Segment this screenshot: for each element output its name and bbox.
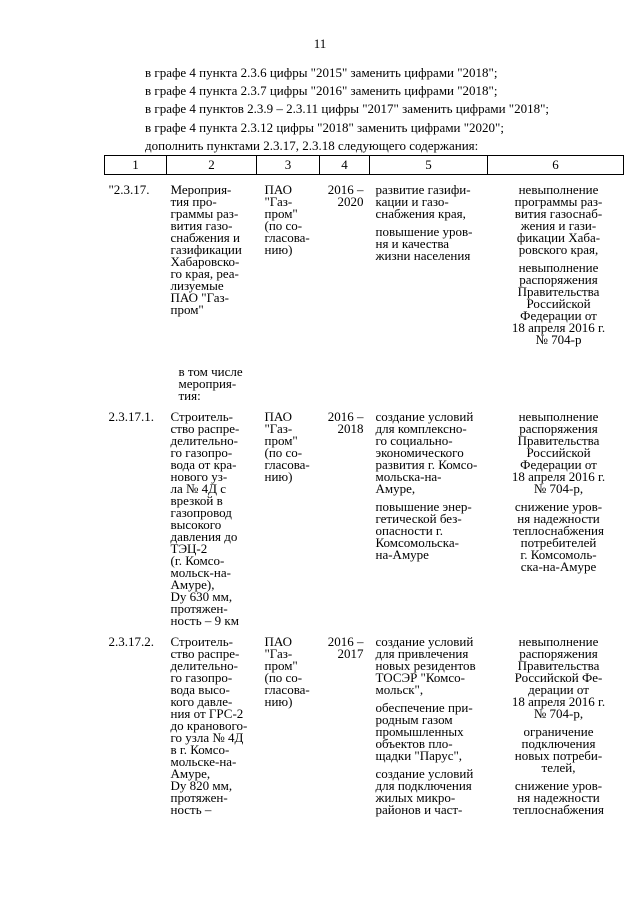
column-header: 3 (257, 156, 320, 175)
item-executor: ПАО "Газ- пром" (по со- гласова- нию) (264, 182, 310, 257)
item-period: 2016 – 2017 (327, 634, 364, 661)
item-consequence: невыполнение программы раз- вития газоснаб- жения и гази- фикации Хаба- ровского края, (514, 182, 603, 257)
intro-line: в графе 4 пункта 2.3.6 цифры "2015" заменить цифрами "2018"; (145, 65, 498, 80)
item-executor: ПАО "Газ- пром" (по со- гласова- нию) (264, 634, 310, 709)
item-name: Мероприя- тия про- граммы раз- вития газо- снабжения и газификации Хабаровско- го края, реа- лизуемые ПАО "Газ- пром" (170, 182, 242, 317)
item-consequence: невыполнение распоряжения Правительства Российской Федерации от 18 апреля 2016 г. № 704-р (511, 260, 606, 347)
item-name: Строитель- ство распре- делительно- го газопро- вода высо- кого давле- ния от ГРС-2 до кранового- го узла № 4Д в г. Комсо- мольске-на- Амуре, Dу 820 мм, протяжен- ность – (170, 634, 248, 817)
table-row (105, 411, 624, 627)
intro-line: дополнить пунктами 2.3.17, 2.3.18 следующего содержания: (145, 137, 479, 153)
table-row (105, 636, 624, 822)
item-consequence: невыполнение распоряжения Правительства Российской Федерации от 18 апреля 2016 г. № 704-р, (511, 409, 606, 496)
item-consequence: ограничение подключения новых потреби- телей, (514, 724, 603, 775)
item-result: развитие газифи- кации и газо- снабжения края, (375, 182, 471, 221)
column-header: 4 (320, 156, 370, 175)
item-result: повышение энер- гетической без- опасности г. Комсомольска- на-Амуре (375, 499, 472, 562)
column-header: 6 (488, 156, 624, 175)
table-header-row (105, 156, 624, 175)
intro-line: в графе 4 пунктов 2.3.9 – 2.3.11 цифры "2017" заменить цифрами "2018"; (145, 101, 550, 117)
item-period: 2016 – 2020 (327, 182, 364, 209)
intro-line: в графе 4 пункта 2.3.7 цифры "2016" заменить цифрами "2018"; (145, 83, 498, 99)
column-header: 2 (167, 156, 257, 175)
item-result: создание условий для привлечения новых резидентов ТОСЭР "Комсо- мольск", (375, 634, 476, 697)
measures-table (104, 155, 624, 822)
item-number: 2.3.17.1. (108, 409, 154, 424)
intro-text (145, 64, 625, 155)
column-header: 1 (105, 156, 167, 175)
item-consequence: невыполнение распоряжения Правительства Российской Фе- дерации от 18 апреля 2016 г. № 704-р, (511, 634, 606, 721)
item-executor: ПАО "Газ- пром" (по со- гласова- нию) (264, 409, 310, 484)
item-result: создание условий для комплексно- го социально- экономического развития г. Комсо- мольска-на- Амуре, (375, 409, 478, 496)
item-consequence: снижение уров- ня надежности теплоснабжения (513, 778, 604, 817)
item-result: обеспечение при- родным газом промышленных объектов пло- щадки "Парус", (375, 700, 473, 763)
item-consequence: снижение уров- ня надежности теплоснабжения потребителей г. Комсомоль- ска-на-Амуре (513, 499, 604, 574)
item-result: повышение уров- ня и качества жизни населения (375, 224, 473, 263)
item-period: 2016 – 2018 (327, 409, 364, 436)
sub-label: в том числе мероприя- тия: (178, 364, 243, 403)
item-number: 2.3.17.2. (108, 634, 154, 649)
item-name: Строитель- ство распре- делительно- го газопро- вода от кра- нового уз- ла № 4Д с врезкой в газопровод высокого давления до ТЭЦ-2 (г. Комсо- мольск-на- Амуре), Dу 630 мм, протяжен- ность – 9 км (170, 409, 240, 628)
intro-line: в графе 4 пункта 2.3.12 цифры "2018" заменить цифрами "2020"; (145, 119, 504, 135)
item-number: "2.3.17. (108, 182, 150, 197)
table-row (105, 352, 624, 402)
table-row (105, 184, 624, 352)
item-result: создание условий для подключения жилых микро- районов и част- (375, 766, 474, 817)
page-number: 11 (313, 36, 327, 51)
column-header: 5 (370, 156, 488, 175)
